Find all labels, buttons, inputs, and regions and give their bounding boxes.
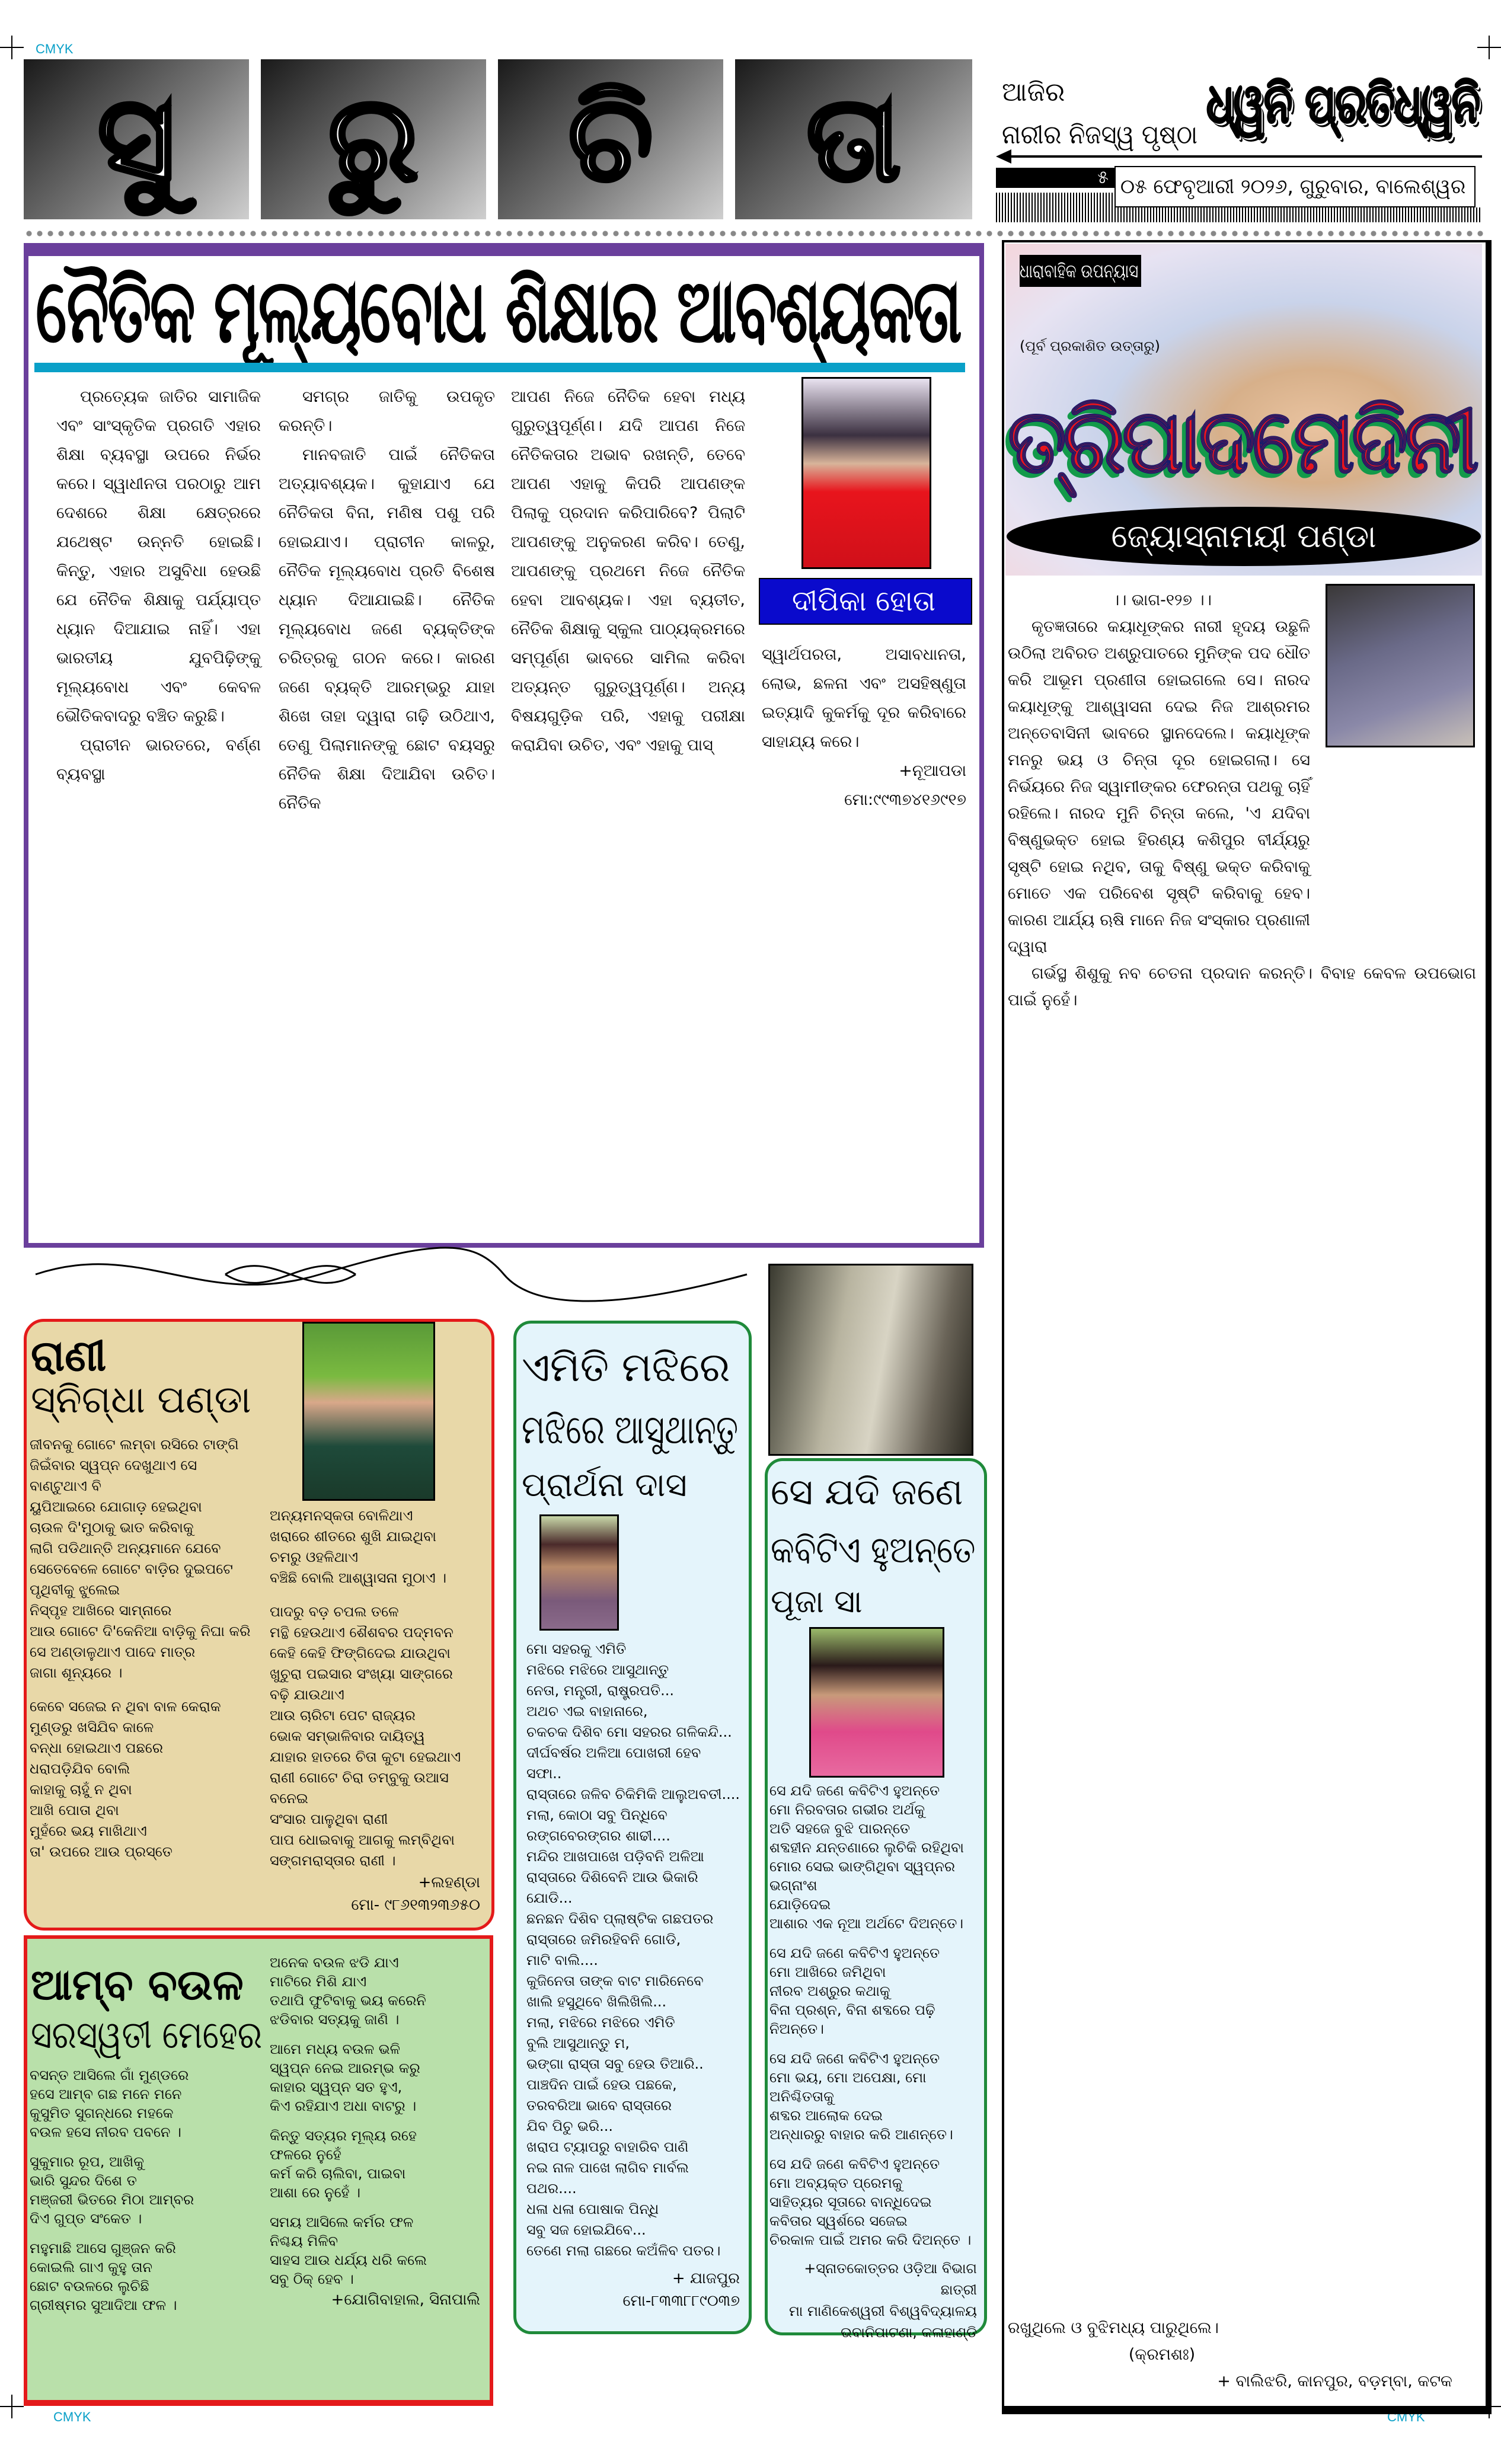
article-paragraph: ସ୍ୱାର୍ଥପରତା, ଅସାବଧାନତା, ଲୋଭ, ଛଳନା ଏବଂ ଅସହିଷ୍ଣୁତା ଇତ୍ୟାଦି କୁକର୍ମକୁ ଦୂର କରିବାରେ ସାହାଯ୍ୟ କରେ।: [762, 645, 966, 751]
author-name-box: [759, 578, 972, 625]
poem-line: ଛନଛନ ଦିଶିବ ପ୍ଲାଷ୍ଟିକ ଗଛପତର: [526, 1910, 714, 1927]
poem-line: ବନ୍ଧା ହୋଇଥାଏ ପଛରେ: [30, 1740, 164, 1756]
poem-line: ବାଣ୍ଟୁଥାଏ ବି: [30, 1478, 101, 1494]
poem-line: ଲାଗି ପଡିଥାନ୍ତି ଅନ୍ୟମାନେ ଯେବେ: [30, 1540, 221, 1557]
poem-line: ତରବରିଆ ଭାବେ ରାସ୍ତାରେ: [526, 2097, 672, 2114]
poem-lines: [30, 2066, 261, 2315]
poet-affiliation: [769, 2258, 977, 2343]
registration-mark: [0, 2395, 24, 2418]
poem-line: ଶବ୍ଦର ଆଲୋକ ଦେଇ: [769, 2107, 883, 2124]
poem-line: ଚିରକାଳ ପାଇଁ ଅମର କରି ଦିଅନ୍ତେ ।: [769, 2232, 972, 2248]
poem-line: କାହାକୁ ଚାହୁଁ ନ ଥିବା: [30, 1781, 132, 1798]
painting-woman-writing: [768, 1264, 973, 1456]
poem-line: [769, 1933, 977, 1944]
poem-line: [30, 2142, 261, 2152]
author-phone: ମୋ:୯୯୩୭୪୧୬୯୧୭: [844, 791, 966, 809]
serial-label-box: [1020, 255, 1141, 287]
poet-photo: [539, 1514, 619, 1631]
serial-text: [1008, 613, 1476, 1014]
article-paragraph: ଆପଣ ନିଜେ ନୈତିକ ହେବା ମଧ୍ୟ ଗୁରୁତ୍ୱପୂର୍ଣ୍ଣ। ଯଦି ଆପଣ ନିଜେ ନୈତିକତାର ଅଭାବ ରଖନ୍ତି, ତେବେ ଆପଣ ଏହାକୁ କିପରି ଆପଣଙ୍କ ପିଲାକୁ ପ୍ରଦାନ କରିପାରିବେ? ପିଲାଟି ଆପଣଙ୍କୁ ଅନୁକରଣ କରିବ। ତେଣୁ, ଆପଣଙ୍କୁ ପ୍ରଥମେ ନିଜେ ନୈତିକ ହେବା ଆବଶ୍ୟକ। ଏହା ବ୍ୟତୀତ, ନୈତିକ ଶିକ୍ଷାକୁ ସ୍କୁଲ ପାଠ୍ୟକ୍ରମରେ ସମ୍ପୂର୍ଣ୍ଣ ଭାବରେ ସାମିଲ କରିବା ଅତ୍ୟନ୍ତ ଗୁରୁତ୍ୱପୂର୍ଣ୍ଣ। ଅନ୍ୟ ବିଷୟଗୁଡ଼ିକ ପରି, ଏହାକୁ ପରୀକ୍ଷା କରାଯିବା ଉଚିତ, ଏବଂ ଏହାକୁ ପାସ୍: [511, 388, 745, 755]
affiliation-line: ମା ମାଣିକେଶ୍ୱରୀ ବିଶ୍ୱବିଦ୍ୟାଳୟ: [788, 2303, 977, 2319]
poet-photo: [302, 1322, 435, 1501]
poem-line: ବଢ଼ି ଯାଉଥାଏ: [270, 1686, 344, 1703]
date-box: [1114, 166, 1476, 207]
poem-line: ପାପ ଧୋଇବାକୁ ଆଗକୁ ଲମ୍ବିଥିବା: [270, 1832, 455, 1848]
arrow-left-icon: [996, 149, 1011, 164]
poem-line: ମୋ ଭୟ, ମୋ ଅପେକ୍ଷା, ମୋ ଅନିଶ୍ଚିତତାକୁ: [769, 2069, 927, 2105]
poem-line: ମନ୍ଥି ହେଉଥାଏ ଶୈଶବର ପଦ୍ମବନ: [270, 1624, 454, 1641]
poem-line: ମୋ ନିରବତାର ଗଭୀର ଅର୍ଥକୁ: [769, 1801, 925, 1818]
poem-line: ବସନ୍ତ ଆସିଲେ ଗାଁ ମୁଣ୍ଡରେ: [30, 2067, 189, 2083]
poem-line: ସଙ୍ଗମରାସ୍ତାର ରାଣୀ ।: [270, 1852, 396, 1869]
poem-line: ଜିଇଁବାର ସ୍ୱପ୍ନ ଦେଖୁଥାଏ ସେ: [30, 1457, 197, 1474]
poet-place: +ଲହଣ୍ଡା: [418, 1874, 480, 1891]
poem-author: ପ୍ରାର୍ଥନା ଦାସ: [522, 1466, 687, 1504]
poem-line: ଭୋକ ସମ୍ଭାଳିବାର ଦାୟିତ୍ୱ: [270, 1728, 425, 1744]
poem-line: ତେଣେ ମଲା ଗଛରେ କଅଁଳିବ ପତର।: [526, 2242, 721, 2259]
poem-line: ସେ ଯଦି ଜଣେ କବିଟିଏ ହୁଅନ୍ତେ: [769, 1782, 940, 1799]
poem-line: ନୀରବ ଅଶ୍ରୁର କଥାକୁ: [769, 1983, 890, 1999]
poem-line: କବିତାର ସ୍ୱର୍ଶରେ ସଜେଇ: [769, 2213, 908, 2229]
poem-line: ସବୁ ଠିକ୍ ହେବ ।: [270, 2271, 354, 2287]
headline-rule: [34, 363, 965, 372]
poem-line: ଅନ୍ଧାରରୁ ବାହାର କରି ଆଣନ୍ତେ।: [769, 2126, 953, 2143]
cmyk-mark: CMYK: [53, 2409, 91, 2424]
poem-line: ମହୁମାଛି ଆସେ ଗୁଞ୍ଜନ କରି: [30, 2240, 176, 2257]
poem-line: ମୋ ଅବ୍ୟକ୍ତ ପ୍ରେମକୁ: [769, 2175, 903, 2191]
poem-line: ଯାହାର ହାତରେ ଚିତା କୁଟା ହେଇଥାଏ: [270, 1749, 461, 1765]
poem-line: କେହି କେହି ଫିଙ୍ଗିଦେଇ ଯାଉଥିବା: [270, 1645, 451, 1661]
poem-line: ରାସ୍ତାରେ ଦିଶିବେନି ଆଉ ଭିକାରି ଯୋଡି...: [526, 1869, 698, 1906]
poem-line: କୁସୁମିତ ସୁଗନ୍ଧରେ ମହକେ: [30, 2105, 174, 2121]
poem-line: [30, 2228, 261, 2239]
poem-line: ଆଖି ପୋତା ଥିବା: [30, 1802, 119, 1819]
poem-line: ସେ ଯଦି ଜଣେ କବିଟିଏ ହୁଅନ୍ତେ: [769, 2050, 940, 2067]
masthead-photo-tile: ସୁ: [24, 59, 249, 219]
poem-line: ଦିଏ ଗୁପ୍ତ ସଂକେତ ।: [30, 2210, 142, 2227]
poem-line: ଆଉ ଚାରିଟା ପେଟ ରାଜ୍ୟର: [270, 1707, 416, 1724]
article-column: [762, 640, 966, 814]
affiliation-line: ଭବାନିପାଟଣା, କଳାହାଣ୍ଡି: [841, 2324, 977, 2341]
poem-line: ୟୁପିଆଇରେ ଯୋଗାଡ଼ ହେଇଥିବା: [30, 1498, 202, 1515]
author-place: +ନୂଆପଡା: [899, 762, 966, 780]
article-paragraph: ପ୍ରାଚୀନ ଭାରତରେ, ବର୍ଣ୍ଣ ବ୍ୟବସ୍ଥା: [56, 736, 261, 784]
serial-continued: (କ୍ରମଶଃ): [1128, 2345, 1196, 2364]
poem-title: ରାଣୀ: [31, 1331, 107, 1380]
poem-line: ଆଉ ଗୋଟେ ଦି'କେନିଆ ବାଡ଼ିକୁ ନିଘା କରି: [30, 1623, 251, 1640]
poem-line: ସାହିତ୍ୟର ସୂତାରେ ବାନ୍ଧିଦେଇ: [769, 2194, 932, 2210]
poet-phone: ମୋ-୮୩୩୮୮୯୦୩୭: [622, 2292, 740, 2310]
poem-author: ସରସ୍ୱତୀ ମେହେର: [31, 2014, 263, 2057]
poem-title-line: ସେ ଯଦି ଜଣେ: [771, 1470, 963, 1513]
serial-author-place: + ବାଲିଝରି, କାନପୁର, ବଡ଼ମ୍ବା, କଟକ: [1217, 2372, 1452, 2391]
poem-line: ବଉଳ ହସେ ନୀରବ ପବନେ ।: [30, 2124, 181, 2140]
poem-author: ପୂଜା ସା: [771, 1583, 863, 1620]
article-headline: ନୈତିକ ମୂଲ୍ୟବୋଧ ଶିକ୍ଷାର ଆବଶ୍ୟକତା: [36, 260, 961, 363]
poem-lines: [270, 1506, 480, 1871]
serial-author-oval: [1007, 507, 1481, 566]
poem-line: ରାସ୍ତାରେ ଜମିରହିବନି ଗୋଡି,: [526, 1931, 681, 1948]
poem-line: ମୋ ଆଖିରେ ଜମିଥିବା: [769, 1964, 886, 1980]
registration-mark: [0, 36, 24, 59]
poem-line: ଜାଗା ଶୂନ୍ୟରେ ।: [30, 1664, 123, 1681]
serial-title: ତ୍ରିପାଦମେଦିନୀ: [1008, 390, 1476, 493]
masthead-photo-tile: ରୁ: [261, 59, 486, 219]
poet-place: +ଯୋଗିବାହାଲ, ସିନାପାଲି: [331, 2291, 480, 2309]
serial-author: ଜ୍ୟୋସ୍ନାମୟୀ ପଣ୍ଡା: [1111, 517, 1377, 555]
poem-line: ସମୟ ଆସିଲେ କର୍ମର ଫଳ: [270, 2214, 414, 2230]
poem-line: ଚମରୁ ଓହଳିଥାଏ: [270, 1549, 358, 1565]
poem-line: କୋଇଲି ଗାଏ କୁହୁ ତାନ: [30, 2259, 153, 2276]
serial-paragraph: ରଖୁଥିଲେ ଓ ବୁଝିମଧ୍ୟ ପାରୁଥିଲେ।: [1008, 2319, 1219, 2337]
ornament-divider: [24, 1239, 759, 1310]
serial-paragraph: କୃତଜ୍ଞତାରେ କୟାଧୂଙ୍କର ନାରୀ ହୃଦୟ ଉଛୁଳି ଉଠିଲା ଅବିରତ ଅଶ୍ରୁପାତରେ ମୁନିଙ୍କ ପଦ ଧୌତ କରି ଆଭୂମ ପ୍ରଣୀତା ହୋଇଗଲେ ସେ। ନାରଦ କୟାଧୂଙ୍କୁ ଆଶ୍ୱାସନା ଦେଇ ନିଜ ଆଶ୍ରମର ଅନ୍ତେବାସିନୀ ଭାବରେ ସ୍ଥାନଦେଲେ। କୟାଧୂଙ୍କ ମନରୁ ଭୟ ଓ ଚିନ୍ତା ଦୂର ହୋଇଗଲା। ସେ ନିର୍ଭୟରେ ନିଜ ସ୍ୱାମୀଙ୍କର ଫେରନ୍ତା ପଥକୁ ଚାହିଁ ରହିଲେ। ନାରଦ ମୁନି ଚିନ୍ତା କଲେ, 'ଏ ଯଦିବା ବିଷ୍ଣୁଭକ୍ତ ହୋଇ ହିରଣ୍ୟ କଶିପୁର ବୀର୍ଯ୍ୟରୁ ସୃଷ୍ଟି ହୋଇ ନଥିବ, ତାକୁ ବିଷ୍ଣୁ ଭକ୍ତ କରିବାକୁ ମୋତେ ଏକ ପରିବେଶ ସୃଷ୍ଟି କରିବାକୁ ହେବ। କାରଣ ଆର୍ଯ୍ୟ ଋଷି ମାନେ ନିଜ ସଂସ୍କାର ପ୍ରଣାଳୀ ଦ୍ୱାରା: [1008, 618, 1310, 956]
barcode-pattern: [996, 193, 1114, 222]
article-column: [56, 382, 261, 789]
poem-line: କିନ୍ତୁ ସତ୍ୟର ମୂଲ୍ୟ ରହେ: [270, 2127, 417, 2144]
poem-line: ଦୀର୍ଘବର୍ଷର ଅଳିଆ ପୋଖରୀ ହେବ ସଫା..: [526, 1744, 701, 1782]
poem-line: ଝଡିବାର ସତ୍ୟକୁ ଜାଣି ।: [270, 2011, 400, 2028]
poem-line: ରାସ୍ତାରେ ଜଳିବ ଚିକିମିକି ଆଲୁଅବତୀ....: [526, 1786, 740, 1803]
poem-line: ଆମେ ମଧ୍ୟ ବଉଳ ଭଳି: [270, 2041, 400, 2057]
poem-lines: [30, 1434, 261, 1862]
poem-line: ପାଦରୁ ବଡ଼ ଚପଲ ତଳେ: [270, 1603, 399, 1620]
poem-line: ବଞ୍ଚିଛି ବୋଲି ଆଶ୍ୱାସନା ମୁଠାଏ ।: [270, 1570, 447, 1586]
tagline: [1002, 71, 1197, 156]
article-paragraph: ପ୍ରତ୍ୟେକ ଜାତିର ସାମାଜିକ ଏବଂ ସାଂସ୍କୃତିକ ପ୍ରଗତି ଏହାର ଶିକ୍ଷା ବ୍ୟବସ୍ଥା ଉପରେ ନିର୍ଭର କରେ। ସ୍ୱାଧୀନତା ପରଠାରୁ ଆମ ଦେଶରେ ଶିକ୍ଷା କ୍ଷେତ୍ରରେ ଯଥେଷ୍ଟ ଉନ୍ନତି ହୋଇଛି। କିନ୍ତୁ, ଏହାର ଅସୁବିଧା ହେଉଛି ଯେ ନୈତିକ ଶିକ୍ଷାକୁ ପର୍ଯ୍ୟାପ୍ତ ଧ୍ୟାନ ଦିଆଯାଇ ନାହିଁ। ଏହା ଭାରତୀୟ ଯୁବପିଢ଼ିଙ୍କୁ ମୂଲ୍ୟବୋଧ ଏବଂ କେବଳ ଭୌତିକବାଦରୁ ବଞ୍ଚିତ କରୁଛି।: [56, 388, 261, 726]
poem-line: ଗ୍ରୀଷ୍ମର ସୁଆଦିଆ ଫଳ ।: [30, 2297, 177, 2313]
masthead-photo-tile: ଚି: [498, 59, 723, 219]
poem-line: ହସେ ଆମ୍ବ ଗଛ ମନେ ମନେ: [30, 2086, 182, 2102]
serial-previous-note: (ପୂର୍ବ ପ୍ରକାଶିତ ଉତ୍ତାରୁ): [1020, 338, 1160, 354]
poem-line: ପୃଥିବୀକୁ ଝୁଲେଇ: [30, 1581, 120, 1598]
poem-line: ଅନ୍ୟମନସ୍କତା ବୋଳିଥାଏ: [270, 1507, 413, 1524]
poem-line: ଯିବ ପିଚୁ ଭରି...: [526, 2118, 614, 2134]
poem-line: ଚାଉଳ ଦି'ମୁଠାକୁ ଭାତ କରିବାକୁ: [30, 1519, 194, 1536]
poem-line: [769, 2038, 977, 2049]
poem-line: ସୁକୁମାର ରୂପ, ଆଖିକୁ: [30, 2153, 144, 2170]
poem-line: ମଲା, କୋଠା ସବୁ ପିନ୍ଧିବେ: [526, 1807, 668, 1823]
poem-line: ଖରାରେ ଶୀତରେ ଶୁଖି ଯାଇଥିବା: [270, 1528, 436, 1545]
poem-title: ଆମ୍ବ ବଉଳ: [31, 1960, 244, 2009]
poem-line: ଖାଲି ହସୁଥିବେ ଖିଲିଖିଲି...: [526, 1993, 667, 2010]
poem-line: ନିସ୍ପୃହ ଆଖିରେ ସାମ୍ନାରେ: [30, 1602, 172, 1619]
article-column: [279, 382, 495, 818]
poet-place: + ଯାଜପୁର: [672, 2270, 740, 2287]
serial-part: ।। ଭାଗ-୧୨୭ ।।: [1112, 591, 1212, 609]
poem-line: ଆଶା ରେ ନୁହେଁ ।: [270, 2184, 361, 2201]
tagline-line: ଆଜିର: [1002, 77, 1065, 107]
poet-phone: ମୋ- ୯୮୬୧୩୨୩୬୫୦: [351, 1896, 480, 1914]
poem-lines: [526, 1639, 740, 2261]
poem-line: ଅନେକ ବଉଳ ଝଡି ଯାଏ: [270, 1954, 399, 1971]
poem-line: ଛୋଟ ବଉଳରେ ଲୁଚିଛି: [30, 2278, 149, 2294]
poem-line: ନଇ ନାଳ ପାଖେ ଲାଗିବ ମାର୍ବଲ ପଥର....: [526, 2159, 689, 2197]
poem-line: କିଏ ରହିଯାଏ ଅଧା ବାଟରୁ ।: [270, 2098, 417, 2114]
poem-title: [771, 1463, 978, 1579]
poem-line: ମାଟିରେ ମିଶି ଯାଏ: [270, 1973, 367, 1990]
affiliation-line: +ସ୍ନାତକୋତ୍ତର ଓଡ଼ିଆ ବିଭାଗ ଛାତ୍ରୀ: [804, 2260, 977, 2298]
poem-line: ମଝିରେ ମଝିରେ ଆସୁଥାନ୍ତୁ: [526, 1661, 669, 1678]
poem-line: ଶବ୍ଦହୀନ ଯନ୍ତଣାରେ ଲୁଚିକି ରହିଥିବା: [769, 1839, 965, 1856]
barcode-pattern: [1114, 207, 1482, 222]
date-line: ୦୫ ଫେବୃଆରୀ ୨୦୨୬, ଗୁରୁବାର, ବାଲେଶ୍ୱର: [1120, 175, 1466, 199]
poem-line: ସବୁ ସଜ ହୋଇଯିବେ...: [526, 2222, 646, 2238]
poem-line: ମଲା, ମଝିରେ ମଝିରେ ଏମିତି: [526, 2014, 675, 2031]
poem-line: [769, 2144, 977, 2155]
poem-line: ମୁହଁରେ ଭୟ ମାଖିଥାଏ: [30, 1823, 147, 1839]
tagline-line: ନାରୀର ନିଜସ୍ୱ ପୃଷ୍ଠା: [1002, 120, 1198, 150]
poem-line: ମଞ୍ଜରୀ ଭିତରେ ମିଠା ଆମ୍ବର: [30, 2191, 194, 2208]
poem-line: [270, 2115, 480, 2126]
poem-line: ବିନା ପ୍ରଶ୍ନ, ବିନା ଶବ୍ଦରେ ପଢ଼ି ନିଅନ୍ତେ।: [769, 2002, 935, 2037]
poem-line: ରାଣୀ ଗୋଟେ ଚିରା ତମ୍ବୁକୁ ଉଆସ ବନେଇ: [270, 1769, 449, 1807]
poem-line: ଧଳା ଧଳା ପୋଷାକ ପିନ୍ଧି: [526, 2201, 659, 2217]
poem-line: ନେତା, ମନ୍ତ୍ରୀ, ରାଷ୍ଟ୍ରପତି...: [526, 1682, 675, 1699]
author-name: ଦୀପିକା ହୋତା: [791, 584, 936, 618]
poem-line: [270, 2202, 480, 2213]
poem-line: ଆଶାର ଏକ ନୂଆ ଅର୍ଥଟେ ଦିଅନ୍ତେ।: [769, 1915, 964, 1932]
poem-line: ସାହସ ଆଉ ଧର୍ଯ୍ୟ ଧରି କଲେ: [270, 2252, 427, 2268]
poem-line: ଭଙ୍ଗା ରାସ୍ତା ସବୁ ହେଉ ତିଆରି..: [526, 2056, 704, 2072]
poem-line: [270, 1589, 480, 1602]
poem-line: ସେ ଅଣ୍ଡାଳୁଥାଏ ପାଦେ ମାତ୍ର: [30, 1644, 196, 1660]
poem-line: ଜୀବନକୁ ଗୋଟେ ଲମ୍ବା ରସିରେ ଟାଙ୍ଗି: [30, 1436, 239, 1453]
poem-line: ଚକଚକ ଦିଶିବ ମୋ ସହରର ଗଳିକନ୍ଦି...: [526, 1724, 732, 1740]
poem-title-line: କବିଟିଏ ହୁଅନ୍ତେ: [771, 1528, 976, 1571]
poem-lines: [270, 1953, 480, 2289]
poem-line: କେବେ ସଜେଇ ନ ଥିବା ବାଳ କେରାକ: [30, 1698, 221, 1715]
poem-line: ମୋର ସେଇ ଭାଙ୍ଗିଥିବା ସ୍ୱପ୍ନର ଭଗ୍ନାଂଶ: [769, 1858, 956, 1894]
poem-line: ପାଞ୍ଚଦିନ ପାଇଁ ହେଉ ପଛକେ,: [526, 2076, 677, 2093]
poem-line: ମନ୍ଦିର ଆଖପାଖେ ପଡ଼ିବନି ଅଳିଆ: [526, 1848, 704, 1865]
poem-title-line: ମଝିରେ ଆସୁଥାନ୍ତୁ: [522, 1407, 739, 1453]
serial-label: ଧାରାବାହିକ ଉପନ୍ୟାସ: [1020, 260, 1139, 282]
poem-line: କର୍ମ କରି ଚାଲିବା, ପାଇବା: [270, 2165, 406, 2182]
masthead-rule: [1002, 155, 1482, 158]
author-photo: [801, 377, 931, 569]
poem-line: ଅତି ସହଜେ ବୁଝି ପାରନ୍ତେ: [769, 1820, 911, 1837]
masthead-photo-tile: ତା: [735, 59, 972, 219]
poem-line: ଭାରି ସୁନ୍ଦର ଦିଶେ ତ: [30, 2172, 137, 2189]
poem-line: କାହାର ସ୍ୱପ୍ନ ସତ ହୁଏ,: [270, 2079, 403, 2095]
poem-line: ସ୍ୱପ୍ନ ନେଇ ଆରମ୍ଭ କରୁ: [270, 2060, 420, 2076]
poem-title: [522, 1337, 741, 1461]
poem-line: ଅଥଚ ଏଇ ବାହାନାରେ,: [526, 1703, 648, 1720]
poem-line: ମାଟି ବାଲି....: [526, 1952, 598, 1968]
poem-line: ଖୁଚୁରା ପଇସାର ସଂଖ୍ୟା ସାଙ୍ଗରେ: [270, 1666, 453, 1682]
poem-title-line: ଏମିତି ମଝିରେ: [522, 1344, 730, 1391]
article-paragraph: ମାନବଜାତି ପାଇଁ ନୈତିକତା ଅତ୍ୟାବଶ୍ୟକ। କୁହାଯାଏ ଯେ ନୈତିକତା ବିନା, ମଣିଷ ପଶୁ ପରି ହୋଇଯାଏ। ପ୍ରାଚୀନ କାଳରୁ, ନୈତିକ ମୂଲ୍ୟବୋଧ ପ୍ରତି ବିଶେଷ ଧ୍ୟାନ ଦିଆଯାଇଛି। ନୈତିକ ମୂଲ୍ୟବୋଧ ଜଣେ ବ୍ୟକ୍ତିଙ୍କ ଚରିତ୍ରକୁ ଗଠନ କରେ। କାରଣ ଜଣେ ବ୍ୟକ୍ତି ଆରମ୍ଭରୁ ଯାହା ଶିଖେ ତାହା ଦ୍ୱାରା ଗଢ଼ି ଉଠିଥାଏ, ତେଣୁ ପିଲାମାନଙ୍କୁ ଛୋଟ ବୟସରୁ ନୈତିକ ଶିକ୍ଷା ଦିଆଯିବା ଉଚିତ। ନୈତିକ: [279, 446, 495, 813]
registration-mark: [1477, 36, 1501, 59]
poem-author: ସ୍ନିଗ୍ଧା ପଣ୍ଡା: [31, 1378, 251, 1422]
poem-right-column: [270, 1953, 480, 2311]
poem-column: [526, 1639, 740, 2312]
serial-text-end: [1008, 2315, 1476, 2395]
poem-line: ଫଳରେ ନୁହେଁ: [270, 2146, 341, 2163]
cmyk-mark: CMYK: [36, 41, 74, 56]
dotted-divider: [24, 230, 1488, 237]
poem-column: [769, 1781, 977, 2343]
poem-line: ଯୋଡ଼ିଦେଇ: [769, 1896, 831, 1913]
poem-line: [30, 1683, 261, 1696]
article-column: [511, 382, 745, 760]
poem-right-column: [270, 1506, 480, 1916]
poem-line: ସେ ଯଦି ଜଣେ କବିଟିଏ ହୁଅନ୍ତେ: [769, 2156, 940, 2172]
poem-line: ମୁଣ୍ଡରୁ ଖସିଯିବ କାଳେ: [30, 1719, 154, 1736]
poem-line: ରଙ୍ଗବେରଙ୍ଗର ଶାଢୀ....: [526, 1827, 670, 1844]
page-number: ୫: [996, 168, 1114, 188]
poem-line: ବୁଲି ଆସୁଥାନ୍ତୁ ମ,: [526, 2035, 630, 2051]
poem-line: ମୋ ସହରକୁ ଏମିତି: [526, 1641, 627, 1657]
poem-line: ସଂସାର ପାଳୁଥିବା ରାଣୀ: [270, 1811, 388, 1827]
poem-lines: [769, 1781, 977, 2249]
serial-paragraph: ଗର୍ଭସ୍ଥ ଶିଶୁକୁ ନବ ଚେତନା ପ୍ରଦାନ କରନ୍ତି। ବିବାହ କେବଳ ଉପଭୋଗ ପାଇଁ ନୁହେଁ।: [1008, 964, 1476, 1009]
poem-line: ନିଶ୍ଚୟ ମିଳିବ: [270, 2233, 338, 2249]
poem-line: କୁଜିନେତା ତାଙ୍କ ବାଟ ମାରିନେବେ: [526, 1973, 704, 1989]
newspaper-logo: ଧ୍ୱନି ପ୍ରତିଧ୍ୱନି: [1206, 72, 1480, 135]
poet-photo: [809, 1627, 944, 1778]
poem-line: ସେ ଯଦି ଜଣେ କବିଟିଏ ହୁଅନ୍ତେ: [769, 1945, 940, 1961]
cmyk-mark: CMYK: [1387, 2409, 1425, 2424]
article-paragraph: ସମଗ୍ର ଜାତିକୁ ଉପକୃତ କରନ୍ତି।: [279, 388, 495, 435]
poem-line: ତଥାପି ଫୁଟିବାକୁ ଭୟ କରେନି: [270, 1992, 426, 2009]
poem-line: ତା' ଉପରେ ଆଉ ପ୍ରସ୍ତେ: [30, 1843, 173, 1860]
poem-line: ସେତେବେଳେ ଗୋଟେ ବାଡ଼ିର ଦୁଇପଟେ: [30, 1561, 233, 1577]
poem-line: ଖରାପ ଟ୍ୟାପରୁ ବାହାରିବ ପାଣି: [526, 2139, 689, 2155]
poem-line: ଧରାପଡ଼ିଯିବ ବୋଲି: [30, 1760, 130, 1777]
poem-line: [270, 2029, 480, 2040]
